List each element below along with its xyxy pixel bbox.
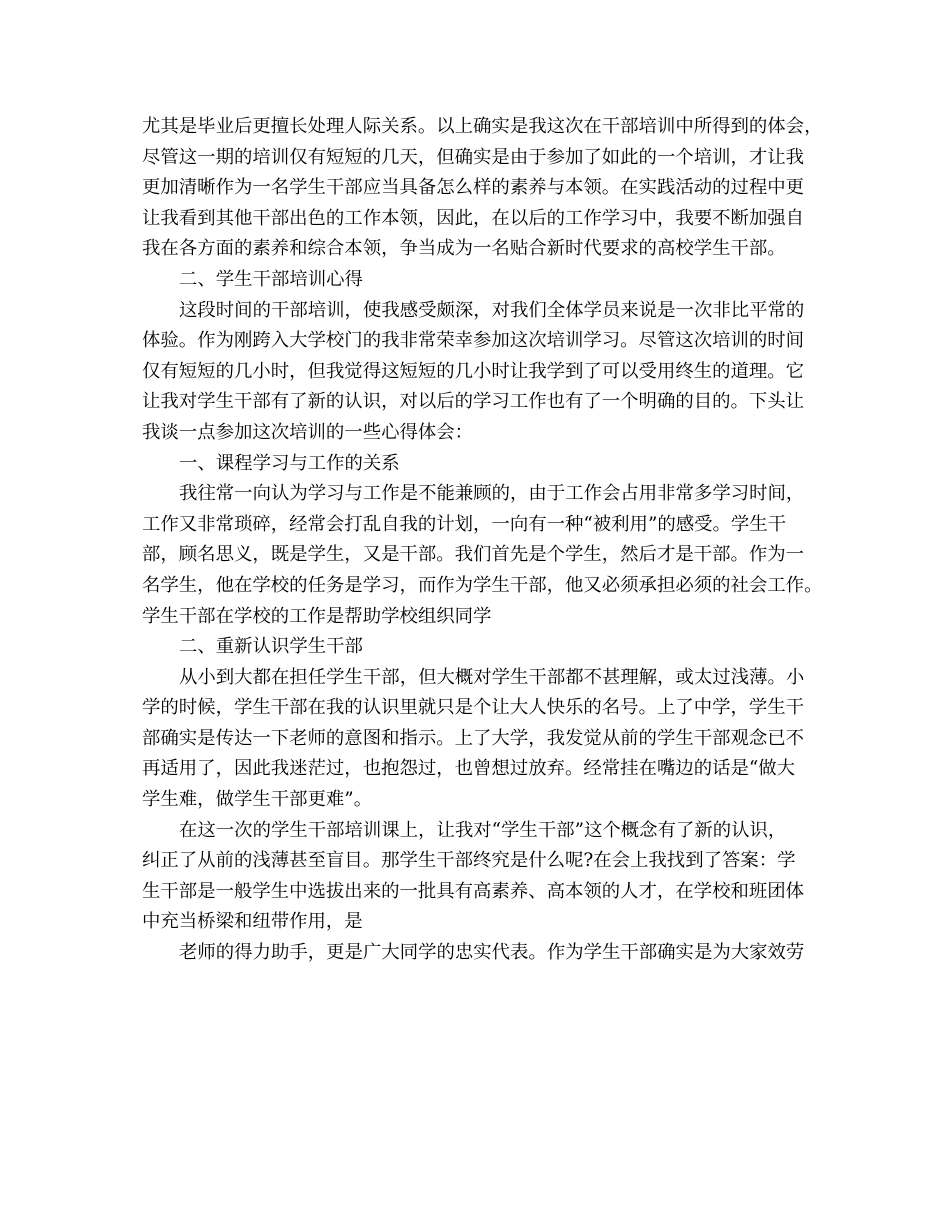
body-line: 体验。作为刚跨入大学校门的我非常荣幸参加这次培训学习。尽管这次培训的时间 xyxy=(142,330,805,352)
body-line: 让我看到其他干部出色的工作本领，因此，在以后的工作学习中，我要不断加强自 xyxy=(142,207,805,229)
body-line: 学的时候，学生干部在我的认识里就只是个让大人快乐的名号。上了中学，学生干 xyxy=(142,697,805,719)
body-line: 尤其是毕业后更擅长处理人际关系。以上确实是我这次在干部培训中所得到的体会， xyxy=(142,116,823,137)
body-line: 让我对学生干部有了新的认识，对以后的学习工作也有了一个明确的目的。下头让 xyxy=(142,391,805,413)
document-body xyxy=(142,112,822,969)
body-line: 仅有短短的几小时，但我觉得这短短的几小时让我学到了可以受用终生的道理。它 xyxy=(142,360,805,382)
body-line: 中充当桥梁和纽带作用，是 xyxy=(142,911,363,933)
body-line: 学生干部在学校的工作是帮助学校组织同学 xyxy=(142,605,492,627)
body-line: 更加清晰作为一名学生干部应当具备怎么样的素养与本领。在实践活动的过程中更 xyxy=(142,177,805,199)
paragraph-start: 在这一次的学生干部培训课上，让我对“学生干部”这个概念有了新的认识， xyxy=(179,819,787,841)
body-line: 工作又非常琐碎，经常会打乱自我的计划，一向有一种“被利用”的感受。学生干 xyxy=(142,513,787,535)
body-line: 我在各方面的素养和综合本领，争当成为一名贴合新时代要求的高校学生干部。 xyxy=(142,238,786,260)
body-line: 我谈一点参加这次培训的一些心得体会： xyxy=(142,421,474,443)
paragraph-start: 老师的得力助手，更是广大同学的忠实代表。作为学生干部确实是为大家效劳 xyxy=(179,942,805,964)
body-line: 生干部是一般学生中选拔出来的一批具有高素养、高本领的人才，在学校和班团体 xyxy=(142,880,805,902)
paragraph-start: 从小到大都在担任学生干部，但大概对学生干部都不甚理解，或太过浅薄。小 xyxy=(179,666,805,688)
body-line: 部确实是传达一下老师的意图和指示。上了大学，我发觉从前的学生干部观念已不 xyxy=(142,727,805,749)
body-line: 部，顾名思义，既是学生，又是干部。我们首先是个学生，然后才是干部。作为一 xyxy=(142,544,805,566)
body-line: 纠正了从前的浅薄甚至盲目。那学生干部终究是什么呢?在会上我找到了答案：学 xyxy=(142,850,796,872)
body-line: 名学生，他在学校的任务是学习，而作为学生干部，他又必须承担必须的社会工作。 xyxy=(142,574,823,596)
section-heading: 一、课程学习与工作的关系 xyxy=(179,452,400,474)
body-line: 尽管这一期的培训仅有短短的几天，但确实是由于参加了如此的一个培训，才让我 xyxy=(142,146,805,168)
body-line: 学生难，做学生干部更难”。 xyxy=(142,789,373,811)
body-line: 再适用了，因此我迷茫过，也抱怨过，也曾想过放弃。经常挂在嘴边的话是“做大 xyxy=(142,758,796,780)
section-heading: 二、重新认识学生干部 xyxy=(179,636,363,658)
paragraph-start: 这段时间的干部培训，使我感受颇深，对我们全体学员来说是一次非比平常的 xyxy=(179,299,805,321)
section-heading: 二、学生干部培训心得 xyxy=(179,268,363,290)
paragraph-start: 我往常一向认为学习与工作是不能兼顾的，由于工作会占用非常多学习时间， xyxy=(179,483,805,505)
